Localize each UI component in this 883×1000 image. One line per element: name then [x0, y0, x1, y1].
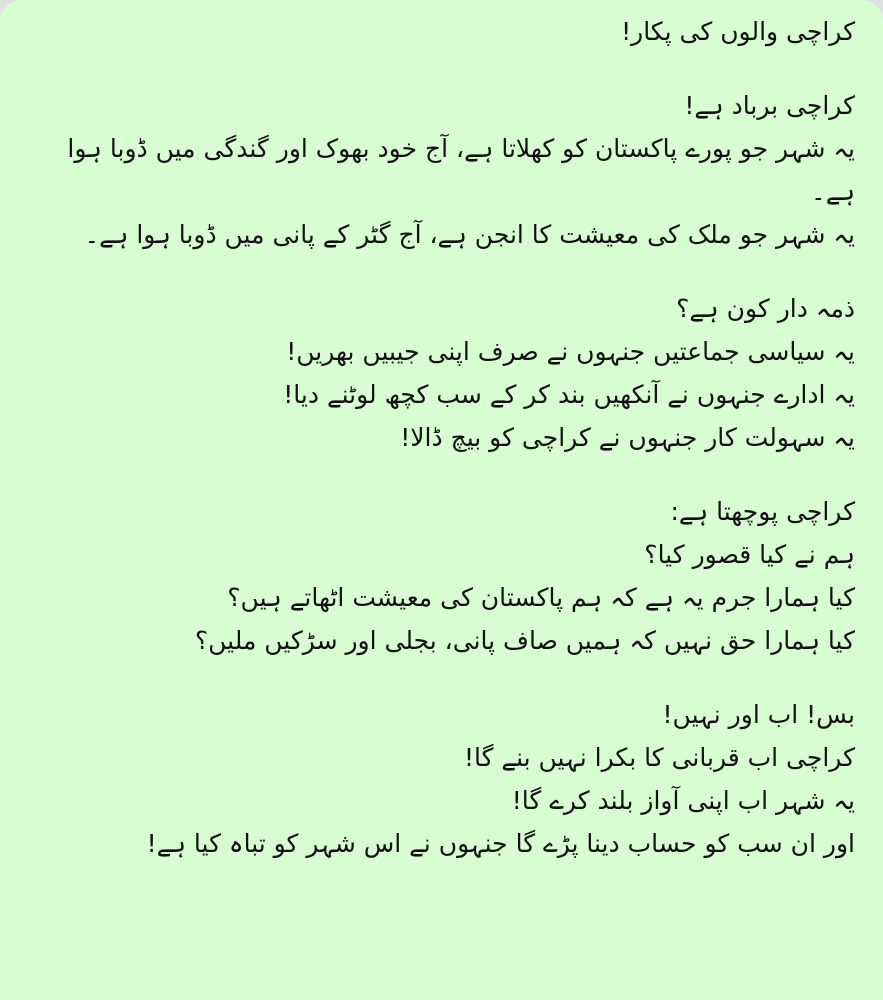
message-heading — [48, 10, 855, 53]
message-line: کراچی والوں کی پکار! — [621, 17, 855, 46]
message-line: ہم نے کیا قصور کیا؟ — [644, 540, 855, 569]
message-line: کیا ہمارا حق نہیں کہ ہمیں صاف پانی، بجلی اور سڑکیں ملیں؟ — [194, 626, 855, 655]
message-line: کراچی برباد ہے! — [684, 91, 855, 120]
message-paragraph — [48, 287, 855, 459]
message-line: یہ سہولت کار جنہوں نے کراچی کو بیچ ڈالا! — [400, 423, 855, 452]
message-line: یہ شہر اب اپنی آواز بلند کرے گا! — [511, 786, 855, 815]
message-line: یہ سیاسی جماعتیں جنہوں نے صرف اپنی جیبیں بھریں! — [286, 337, 855, 366]
message-paragraph — [48, 490, 855, 662]
message-line: یہ شہر جو ملک کی معیشت کا انجن ہے، آج گٹر کے پانی میں ڈوبا ہوا ہے۔ — [84, 220, 855, 249]
message-paragraph — [48, 84, 855, 256]
message-line: کراچی پوچھتا ہے: — [670, 497, 855, 526]
message-line: یہ شہر جو پورے پاکستان کو کھلاتا ہے، آج خود بھوک اور گندگی میں ڈوبا ہوا ہے۔ — [67, 134, 855, 206]
message-line: کیا ہمارا جرم یہ ہے کہ ہم پاکستان کی معیشت اٹھاتے ہیں؟ — [227, 583, 855, 612]
message-line: یہ ادارے جنہوں نے آنکھیں بند کر کے سب کچھ لوٹنے دیا! — [283, 380, 855, 409]
message-line: ذمہ دار کون ہے؟ — [676, 294, 855, 323]
message-line: اور ان سب کو حساب دینا پڑے گا جنہوں نے اس شہر کو تباہ کیا ہے! — [146, 829, 855, 858]
message-line: بس! اب اور نہیں! — [662, 700, 855, 729]
message-paragraph — [48, 693, 855, 865]
message-line: کراچی اب قربانی کا بکرا نہیں بنے گا! — [463, 743, 855, 772]
